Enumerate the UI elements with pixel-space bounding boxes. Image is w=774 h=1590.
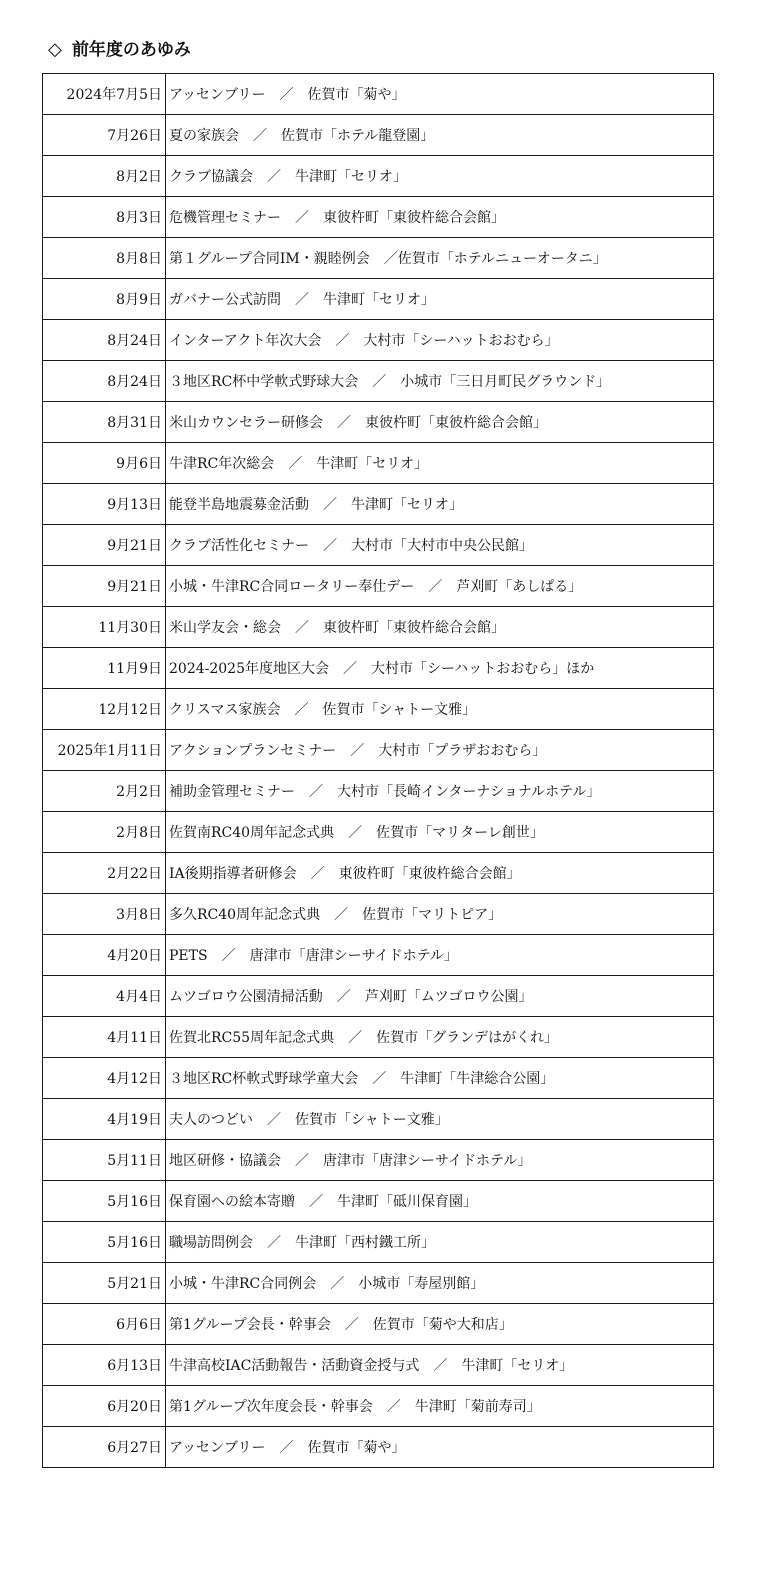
event-date: 2025年1月11日 bbox=[43, 730, 166, 771]
table-row bbox=[43, 1304, 714, 1345]
diamond-outline-icon: ◇ bbox=[48, 39, 62, 60]
table-row bbox=[43, 894, 714, 935]
table-row bbox=[43, 197, 714, 238]
event-date: 12月12日 bbox=[43, 689, 166, 730]
table-row bbox=[43, 648, 714, 689]
event-date: 5月16日 bbox=[43, 1181, 166, 1222]
section-title: 前年度のあゆみ bbox=[71, 40, 191, 60]
table-row bbox=[43, 1427, 714, 1468]
event-date: 8月24日 bbox=[43, 320, 166, 361]
event-description: 危機管理セミナー ／ 東彼杵町「東彼杵総合会館」 bbox=[166, 197, 714, 238]
event-date: 4月19日 bbox=[43, 1099, 166, 1140]
event-description: 地区研修・協議会 ／ 唐津市「唐津シーサイドホテル」 bbox=[166, 1140, 714, 1181]
event-description: 多久RC40周年記念式典 ／ 佐賀市「マリトピア」 bbox=[166, 894, 714, 935]
table-row bbox=[43, 1017, 714, 1058]
event-date: 9月6日 bbox=[43, 443, 166, 484]
event-description: ガバナー公式訪問 ／ 牛津町「セリオ」 bbox=[166, 279, 714, 320]
event-date: 8月8日 bbox=[43, 238, 166, 279]
event-date: 4月11日 bbox=[43, 1017, 166, 1058]
event-description: 第１グループ合同IM・親睦例会 ／佐賀市「ホテルニューオータニ」 bbox=[166, 238, 714, 279]
event-date: 5月11日 bbox=[43, 1140, 166, 1181]
table-row bbox=[43, 1058, 714, 1099]
event-description: 米山カウンセラー研修会 ／ 東彼杵町「東彼杵総合会館」 bbox=[166, 402, 714, 443]
event-date: 2月2日 bbox=[43, 771, 166, 812]
event-description: IA後期指導者研修会 ／ 東彼杵町「東彼杵総合会館」 bbox=[166, 853, 714, 894]
event-description: 牛津RC年次総会 ／ 牛津町「セリオ」 bbox=[166, 443, 714, 484]
table-row bbox=[43, 730, 714, 771]
event-date: 5月16日 bbox=[43, 1222, 166, 1263]
event-description: 職場訪問例会 ／ 牛津町「西村鐵工所」 bbox=[166, 1222, 714, 1263]
table-row bbox=[43, 74, 714, 115]
event-date: 11月9日 bbox=[43, 648, 166, 689]
events-table bbox=[42, 73, 714, 1468]
section-heading bbox=[48, 38, 191, 62]
event-date: 2月22日 bbox=[43, 853, 166, 894]
table-row bbox=[43, 771, 714, 812]
event-description: 補助金管理セミナー ／ 大村市「長崎インターナショナルホテル」 bbox=[166, 771, 714, 812]
event-description: 米山学友会・総会 ／ 東彼杵町「東彼杵総合会館」 bbox=[166, 607, 714, 648]
event-description: 佐賀北RC55周年記念式典 ／ 佐賀市「グランデはがくれ」 bbox=[166, 1017, 714, 1058]
table-row bbox=[43, 976, 714, 1017]
table-row bbox=[43, 1263, 714, 1304]
table-row bbox=[43, 566, 714, 607]
table-row bbox=[43, 853, 714, 894]
event-date: 6月13日 bbox=[43, 1345, 166, 1386]
event-date: 2024年7月5日 bbox=[43, 74, 166, 115]
event-description: 小城・牛津RC合同ロータリー奉仕デー ／ 芦刈町「あしぱる」 bbox=[166, 566, 714, 607]
event-date: 8月31日 bbox=[43, 402, 166, 443]
event-date: 3月8日 bbox=[43, 894, 166, 935]
event-date: 9月21日 bbox=[43, 525, 166, 566]
event-date: 9月21日 bbox=[43, 566, 166, 607]
event-date: 6月20日 bbox=[43, 1386, 166, 1427]
event-description: 第1グループ次年度会長・幹事会 ／ 牛津町「菊前寿司」 bbox=[166, 1386, 714, 1427]
event-description: 牛津高校IAC活動報告・活動資金授与式 ／ 牛津町「セリオ」 bbox=[166, 1345, 714, 1386]
event-description: ムツゴロウ公園清掃活動 ／ 芦刈町「ムツゴロウ公園」 bbox=[166, 976, 714, 1017]
table-row bbox=[43, 238, 714, 279]
table-row bbox=[43, 1099, 714, 1140]
event-description: アッセンブリー ／ 佐賀市「菊や」 bbox=[166, 74, 714, 115]
table-row bbox=[43, 1140, 714, 1181]
event-date: 4月4日 bbox=[43, 976, 166, 1017]
table-row bbox=[43, 156, 714, 197]
table-row bbox=[43, 402, 714, 443]
event-description: 夏の家族会 ／ 佐賀市「ホテル龍登園」 bbox=[166, 115, 714, 156]
event-description: 能登半島地震募金活動 ／ 牛津町「セリオ」 bbox=[166, 484, 714, 525]
event-date: 8月24日 bbox=[43, 361, 166, 402]
event-date: 8月9日 bbox=[43, 279, 166, 320]
table-row bbox=[43, 1222, 714, 1263]
event-description: 保育園への絵本寄贈 ／ 牛津町「砥川保育園」 bbox=[166, 1181, 714, 1222]
event-description: アクションプランセミナー ／ 大村市「プラザおおむら」 bbox=[166, 730, 714, 771]
event-description: ３地区RC杯軟式野球学童大会 ／ 牛津町「牛津総合公園」 bbox=[166, 1058, 714, 1099]
table-row bbox=[43, 115, 714, 156]
event-description: 小城・牛津RC合同例会 ／ 小城市「寿屋別館」 bbox=[166, 1263, 714, 1304]
table-row bbox=[43, 1386, 714, 1427]
event-date: 11月30日 bbox=[43, 607, 166, 648]
table-row bbox=[43, 443, 714, 484]
event-description: クラブ活性化セミナー ／ 大村市「大村市中央公民館」 bbox=[166, 525, 714, 566]
event-description: PETS ／ 唐津市「唐津シーサイドホテル」 bbox=[166, 935, 714, 976]
table-row bbox=[43, 1345, 714, 1386]
event-description: クリスマス家族会 ／ 佐賀市「シャトー文雅」 bbox=[166, 689, 714, 730]
event-date: 8月3日 bbox=[43, 197, 166, 238]
event-date: 4月12日 bbox=[43, 1058, 166, 1099]
table-row bbox=[43, 525, 714, 566]
event-date: 4月20日 bbox=[43, 935, 166, 976]
table-row bbox=[43, 812, 714, 853]
event-description: 第1グループ会長・幹事会 ／ 佐賀市「菊や大和店」 bbox=[166, 1304, 714, 1345]
event-description: インターアクト年次大会 ／ 大村市「シーハットおおむら」 bbox=[166, 320, 714, 361]
event-description: 佐賀南RC40周年記念式典 ／ 佐賀市「マリターレ創世」 bbox=[166, 812, 714, 853]
table-row bbox=[43, 607, 714, 648]
event-date: 5月21日 bbox=[43, 1263, 166, 1304]
table-row bbox=[43, 279, 714, 320]
table-row bbox=[43, 689, 714, 730]
table-row bbox=[43, 935, 714, 976]
event-description: 夫人のつどい ／ 佐賀市「シャトー文雅」 bbox=[166, 1099, 714, 1140]
event-date: 2月8日 bbox=[43, 812, 166, 853]
event-description: クラブ協議会 ／ 牛津町「セリオ」 bbox=[166, 156, 714, 197]
event-date: 9月13日 bbox=[43, 484, 166, 525]
event-description: ３地区RC杯中学軟式野球大会 ／ 小城市「三日月町民グラウンド」 bbox=[166, 361, 714, 402]
events-table-body bbox=[43, 74, 714, 1468]
event-description: 2024-2025年度地区大会 ／ 大村市「シーハットおおむら」ほか bbox=[166, 648, 714, 689]
table-row bbox=[43, 361, 714, 402]
table-row bbox=[43, 484, 714, 525]
event-date: 6月27日 bbox=[43, 1427, 166, 1468]
table-row bbox=[43, 320, 714, 361]
event-description: アッセンブリー ／ 佐賀市「菊や」 bbox=[166, 1427, 714, 1468]
table-row bbox=[43, 1181, 714, 1222]
event-date: 7月26日 bbox=[43, 115, 166, 156]
event-date: 8月2日 bbox=[43, 156, 166, 197]
event-date: 6月6日 bbox=[43, 1304, 166, 1345]
